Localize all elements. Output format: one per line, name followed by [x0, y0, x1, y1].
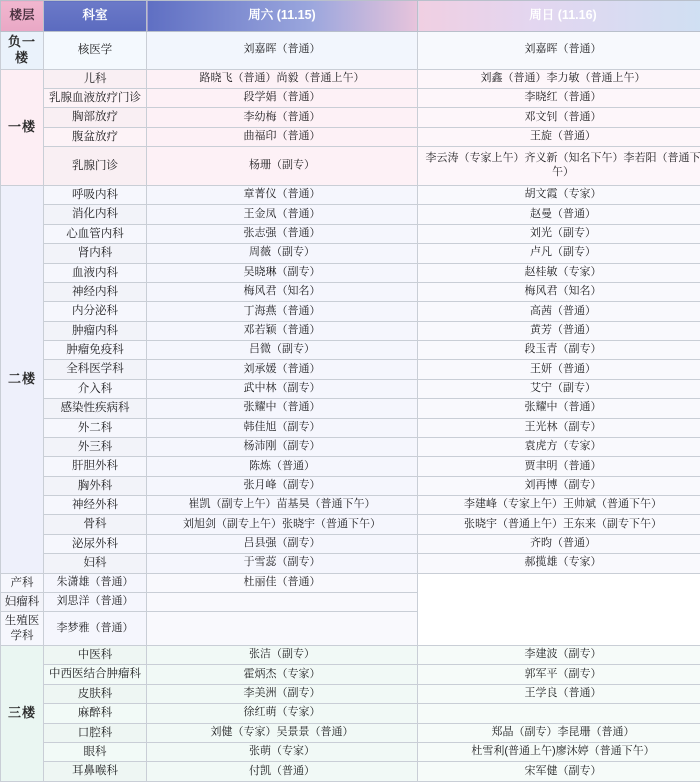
department-name: 皮肤科: [44, 684, 147, 703]
sunday-doctors: 段玉青（副专）: [418, 341, 700, 360]
table-row: [1, 341, 700, 360]
table-row: [1, 321, 700, 340]
saturday-doctors: 张萌（专家）: [147, 742, 418, 761]
table-row: [1, 127, 700, 146]
table-row: [1, 360, 700, 379]
sunday-doctors: 艾宁（副专）: [418, 379, 700, 398]
sunday-doctors: 卢凡（副专）: [418, 244, 700, 263]
department-name: 中医科: [44, 646, 147, 665]
saturday-doctors: 张洁（副专）: [147, 646, 418, 665]
department-name: 麻醉科: [44, 704, 147, 723]
sunday-doctors: 黄芳（普通）: [418, 321, 700, 340]
sunday-doctors: [418, 704, 700, 723]
saturday-doctors: 曲福印（普通）: [147, 127, 418, 146]
table-row: [1, 704, 700, 723]
saturday-doctors: 王金凤（普通）: [147, 205, 418, 224]
department-name: 乳腺血液放疗门诊: [44, 88, 147, 107]
header-floor: 楼层: [1, 1, 44, 32]
table-row: [1, 723, 700, 742]
table-row: [1, 147, 700, 186]
saturday-doctors: 杨沛刚（副专）: [147, 437, 418, 456]
department-name: 胸部放疗: [44, 108, 147, 127]
department-name: 感染性疾病科: [44, 399, 147, 418]
department-name: 腹盆放疗: [44, 127, 147, 146]
department-name: 外三科: [44, 437, 147, 456]
saturday-doctors: 吕微（副专）: [147, 341, 418, 360]
table-row: [1, 282, 700, 301]
department-name: 中西医结合肿瘤科: [44, 665, 147, 684]
saturday-doctors: 陈炼（普通）: [147, 457, 418, 476]
saturday-doctors: 张耀中（普通）: [147, 399, 418, 418]
department-name: 胸外科: [44, 476, 147, 495]
table-row: [1, 186, 700, 205]
department-name: 消化内科: [44, 205, 147, 224]
department-name: 外二科: [44, 418, 147, 437]
saturday-doctors: 霍炳杰（专家）: [147, 665, 418, 684]
saturday-doctors: 刘承媛（普通）: [147, 360, 418, 379]
table-row: [1, 534, 700, 553]
sunday-doctors: 王旋（普通）: [418, 127, 700, 146]
sunday-doctors: 李云涛（专家上午）齐义新（知名下午）李若阳（普通下午）: [418, 147, 700, 186]
table-row: [1, 515, 700, 534]
saturday-doctors: 路晓飞（普通）尚毅（普通上午）: [147, 69, 418, 88]
saturday-doctors: 朱潇雄（普通）: [44, 573, 147, 592]
table-row: [1, 69, 700, 88]
sunday-doctors: 高茜（普通）: [418, 302, 700, 321]
table-row: [1, 496, 700, 515]
schedule-body: [1, 32, 700, 782]
department-name: 肝胆外科: [44, 457, 147, 476]
department-name: 耳鼻喉科: [44, 762, 147, 781]
sunday-doctors: [147, 612, 418, 646]
sunday-doctors: 刘光（副专）: [418, 224, 700, 243]
department-name: 生殖医学科: [1, 612, 44, 646]
sunday-doctors: 李晓红（普通）: [418, 88, 700, 107]
department-name: 全科医学科: [44, 360, 147, 379]
saturday-doctors: 李幼梅（普通）: [147, 108, 418, 127]
saturday-doctors: 章菁仪（普通）: [147, 186, 418, 205]
saturday-doctors: 武中林（副专）: [147, 379, 418, 398]
sunday-doctors: 梅风君（知名）: [418, 282, 700, 301]
saturday-doctors: 梅风君（知名）: [147, 282, 418, 301]
sunday-doctors: 刘嘉晖（普通）: [418, 32, 700, 70]
saturday-doctors: 刘思洋（普通）: [44, 592, 147, 611]
department-name: 神经外科: [44, 496, 147, 515]
saturday-doctors: 刘嘉晖（普通）: [147, 32, 418, 70]
sunday-doctors: 张耀中（普通）: [418, 399, 700, 418]
floor-label: 二楼: [1, 186, 44, 574]
table-row: [1, 263, 700, 282]
table-row: [1, 665, 700, 684]
saturday-doctors: 刘旭剑（副专上午）张晓宇（普通下午）: [147, 515, 418, 534]
header-sunday: 周日 (11.16): [418, 1, 700, 32]
table-row: [1, 88, 700, 107]
table-row: [1, 399, 700, 418]
saturday-doctors: 段学娟（普通）: [147, 88, 418, 107]
table-row: [1, 205, 700, 224]
sunday-doctors: 杜丽佳（普通）: [147, 573, 418, 592]
saturday-doctors: 杨珊（副专）: [147, 147, 418, 186]
sunday-doctors: 赵曼（普通）: [418, 205, 700, 224]
floor-label: 三楼: [1, 646, 44, 782]
table-row: [1, 244, 700, 263]
department-name: 妇科: [44, 554, 147, 573]
department-name: 儿科: [44, 69, 147, 88]
department-name: 介入科: [44, 379, 147, 398]
department-name: 血液内科: [44, 263, 147, 282]
saturday-doctors: 李梦雅（普通）: [44, 612, 147, 646]
floor-label: 负一楼: [1, 32, 44, 70]
table-row: [1, 612, 700, 646]
department-name: 肿瘤内科: [44, 321, 147, 340]
saturday-doctors: 邓若颖（普通）: [147, 321, 418, 340]
sunday-doctors: 李建波（副专）: [418, 646, 700, 665]
table-row: [1, 646, 700, 665]
table-row: [1, 592, 700, 611]
sunday-doctors: 郝揽雄（专家）: [418, 554, 700, 573]
department-name: 乳腺门诊: [44, 147, 147, 186]
sunday-doctors: 李建峰（专家上午）王帅斌（普通下午）: [418, 496, 700, 515]
table-row: [1, 762, 700, 781]
department-name: 内分泌科: [44, 302, 147, 321]
sunday-doctors: 袁虎方（专家）: [418, 437, 700, 456]
saturday-doctors: 张志强（普通）: [147, 224, 418, 243]
table-row: [1, 684, 700, 703]
table-row: [1, 32, 700, 70]
department-name: 心血管内科: [44, 224, 147, 243]
table-row: [1, 573, 700, 592]
sunday-doctors: 宋军健（副专）: [418, 762, 700, 781]
floor-label: 一楼: [1, 69, 44, 186]
department-name: 口腔科: [44, 723, 147, 742]
header-department: 科室: [44, 1, 147, 32]
sunday-doctors: 郑晶（副专）李昆珊（普通）: [418, 723, 700, 742]
table-row: [1, 302, 700, 321]
department-name: 肾内科: [44, 244, 147, 263]
sunday-doctors: 贾聿明（普通）: [418, 457, 700, 476]
sunday-doctors: 王妍（普通）: [418, 360, 700, 379]
sunday-doctors: 王光林（副专）: [418, 418, 700, 437]
saturday-doctors: 付凯（普通）: [147, 762, 418, 781]
table-row: [1, 457, 700, 476]
table-row: [1, 379, 700, 398]
saturday-doctors: 于雪蕊（副专）: [147, 554, 418, 573]
department-name: 神经内科: [44, 282, 147, 301]
table-row: [1, 108, 700, 127]
sunday-doctors: 杜雪利(普通上午)廖沐婷（普通下午）: [418, 742, 700, 761]
department-name: 眼科: [44, 742, 147, 761]
saturday-doctors: 崔凯（副专上午）苗基昊（普通下午）: [147, 496, 418, 515]
sunday-doctors: 赵桂敏（专家）: [418, 263, 700, 282]
department-name: 骨科: [44, 515, 147, 534]
saturday-doctors: 吕县强（副专）: [147, 534, 418, 553]
department-name: 泌尿外科: [44, 534, 147, 553]
saturday-doctors: 韩佳旭（副专）: [147, 418, 418, 437]
department-name: 核医学: [44, 32, 147, 70]
table-header-row: [1, 1, 700, 32]
saturday-doctors: 李美洲（副专）: [147, 684, 418, 703]
sunday-doctors: [147, 592, 418, 611]
sunday-doctors: 张晓宇（普通上午）王东来（副专下午）: [418, 515, 700, 534]
saturday-doctors: 吴晓琳（副专）: [147, 263, 418, 282]
saturday-doctors: 丁海燕（普通）: [147, 302, 418, 321]
table-row: [1, 437, 700, 456]
table-row: [1, 554, 700, 573]
department-name: 妇瘤科: [1, 592, 44, 611]
sunday-doctors: 刘再博（副专）: [418, 476, 700, 495]
sunday-doctors: 王学良（普通）: [418, 684, 700, 703]
table-row: [1, 418, 700, 437]
table-row: [1, 476, 700, 495]
department-name: 产科: [1, 573, 44, 592]
department-name: 呼吸内科: [44, 186, 147, 205]
saturday-doctors: 徐红萌（专家）: [147, 704, 418, 723]
table-row: [1, 224, 700, 243]
sunday-doctors: 邓文钊（普通）: [418, 108, 700, 127]
saturday-doctors: 周薇（副专）: [147, 244, 418, 263]
header-saturday: 周六 (11.15): [147, 1, 418, 32]
department-name: 肿瘤免疫科: [44, 341, 147, 360]
table-row: [1, 742, 700, 761]
saturday-doctors: 刘健（专家）吴景景（普通）: [147, 723, 418, 742]
saturday-doctors: 张月峰（副专）: [147, 476, 418, 495]
sunday-doctors: 齐昀（普通）: [418, 534, 700, 553]
sunday-doctors: 胡文霞（专家）: [418, 186, 700, 205]
sunday-doctors: 刘鑫（普通）李力敏（普通上午）: [418, 69, 700, 88]
sunday-doctors: 郭军平（副专）: [418, 665, 700, 684]
